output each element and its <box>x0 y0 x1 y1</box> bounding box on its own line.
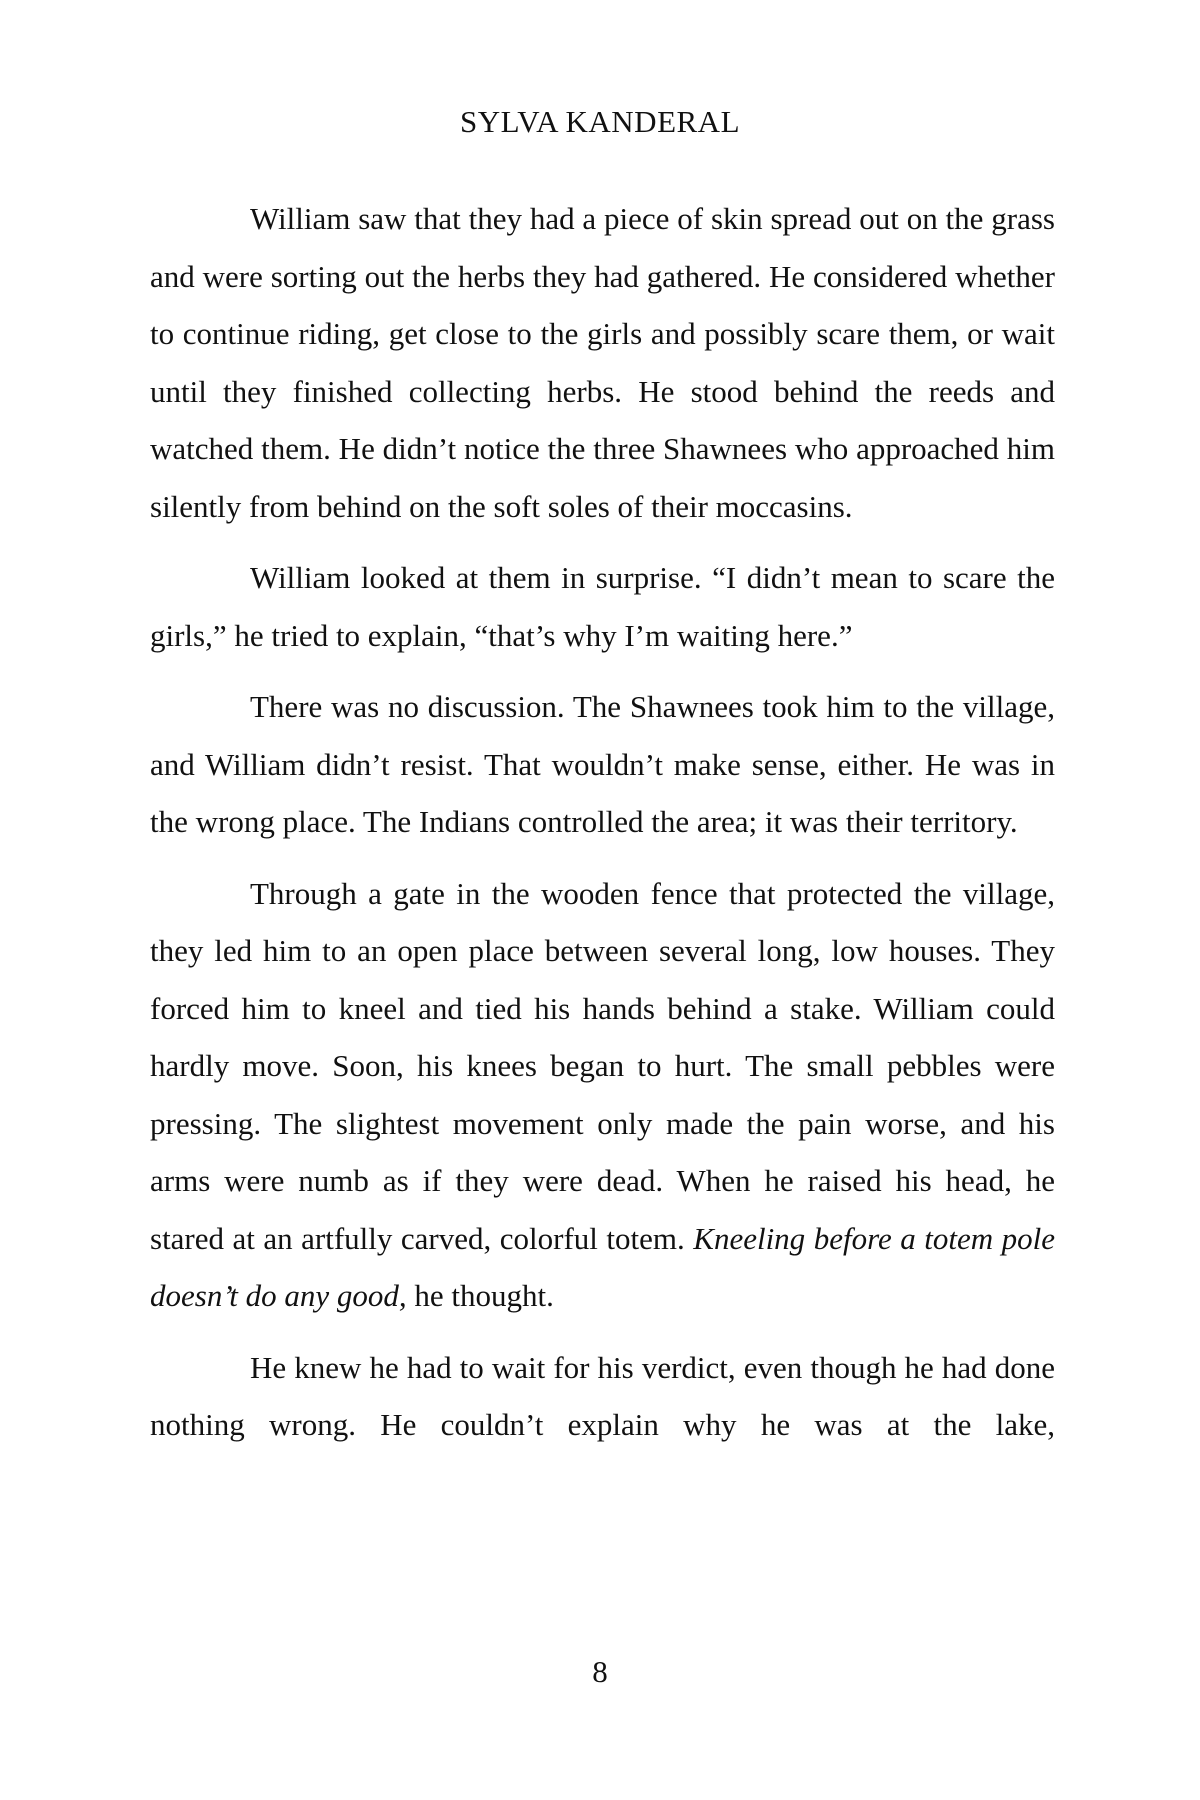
paragraph-5: He knew he had to wait for his verdict, even though he had done nothing wrong. He couldn’t explain why he was at the lake, <box>150 1349 1055 1442</box>
running-head: SYLVA KANDERAL <box>459 104 741 139</box>
paragraph-2: William looked at them in surprise. “I didn’t mean to scare the girls,” he tried to explain, “that’s why I’m waiting here.” <box>150 560 1055 653</box>
page-number: 8 <box>592 1654 608 1689</box>
paragraph-4-text: Through a gate in the wooden fence that protected the village, they led him to an open place between several long, low houses. They forced him to kneel and tied his hands behind a stake. William could hardly move. Soon, his knees began to hurt. The small pebbles were pressing. The slightest movement only made the pain worse, and his arms were numb as if they were dead. When he raised his head, he stared at an artfully carved, colorful totem. <box>150 875 1055 1256</box>
paragraph-4-italic-thought: Kneeling before a totem pole doesn’t do any good, <box>150 1220 1055 1313</box>
paragraph-4 <box>150 865 1055 1325</box>
body-text <box>150 190 1055 1468</box>
paragraph-3: There was no discussion. The Shawnees took him to the village, and William didn’t resist. That wouldn’t make sense, either. He was in the wrong place. The Indians controlled the area; it was their territory. <box>150 689 1055 839</box>
paragraph-4-tail: he thought. <box>414 1278 554 1313</box>
paragraph-1: William saw that they had a piece of skin spread out on the grass and were sorting out the herbs they had gathered. He considered whether to continue riding, get close to the girls and possibly scare them, or wait until they finished collecting herbs. He stood behind the reeds and watched them. He didn’t notice the three Shawnees who approached him silently from behind on the soft soles of their moccasins. <box>150 201 1055 524</box>
